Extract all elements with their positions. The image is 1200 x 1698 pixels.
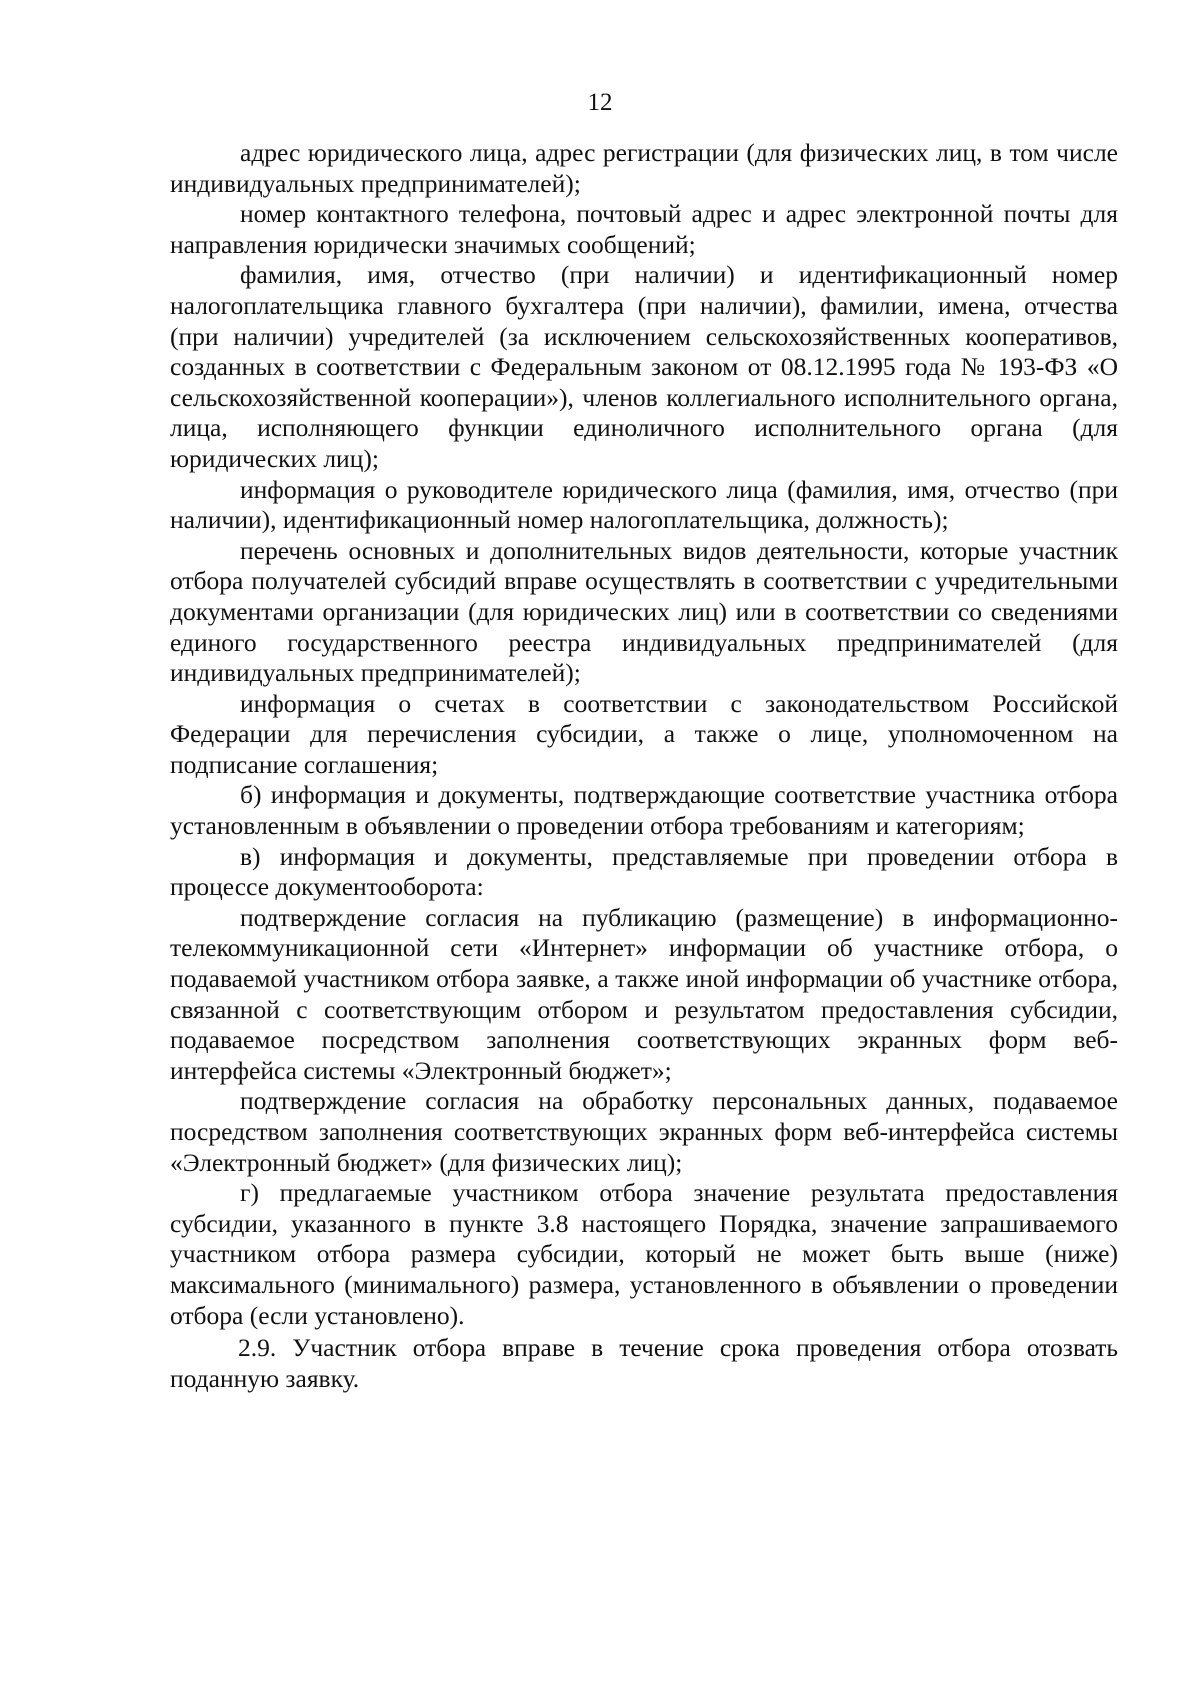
paragraph: подтверждение согласия на обработку персональных данных, подаваемое посредством заполнения соответствующих экранных форм веб-интерфейса системы «Электронный бюджет» (для физических лиц);: [170, 1086, 1118, 1177]
paragraph: адрес юридического лица, адрес регистрации (для физических лиц, в том числе индивидуальных предпринимателей);: [170, 138, 1118, 198]
paragraph: б) информация и документы, подтверждающие соответствие участника отбора установленным в объявлении о проведении отбора требованиям и категориям;: [170, 780, 1118, 841]
paragraph: информация о руководителе юридического лица (фамилия, имя, отчество (при наличии), идентификационный номер налогоплательщика, должность);: [170, 474, 1118, 535]
page-number: 12: [587, 89, 613, 116]
document-body: [170, 138, 1118, 1394]
paragraph: фамилия, имя, отчество (при наличии) и идентификационный номер налогоплательщика главного бухгалтера (при наличии), фамилии, имена, отчества (при наличии) учредителей (за исключением сельскохозяйственных кооперативов, созданных в соответствии с Федеральным законом от 08.12.1995 года № 193-ФЗ «О сельскохозяйственной кооперации»), членов коллегиального исполнительного органа, лица, исполняющего функции единоличного исполнительного органа (для юридических лиц);: [170, 260, 1118, 473]
paragraph: подтверждение согласия на публикацию (размещение) в информационно-телекоммуникационной сети «Интернет» информации об участнике отбора, о подаваемой участником отбора заявке, а также иной информации об участнике отбора, связанной с соответствующим отбором и результатом предоставления субсидии, подаваемое посредством заполнения соответствующих экранных форм веб-интерфейса системы «Электронный бюджет»;: [170, 902, 1118, 1085]
paragraph-section-2-9: 2.9. Участник отбора вправе в течение срока проведения отбора отозвать поданную заявку.: [170, 1333, 1118, 1393]
paragraph: г) предлагаемые участником отбора значение результата предоставления субсидии, указанного в пункте 3.8 настоящего Порядка, значение запрашиваемого участником отбора размера субсидии, который не может быть выше (ниже) максимального (минимального) размера, установленного в объявлении о проведении отбора (если установлено).: [170, 1178, 1118, 1330]
paragraph: в) информация и документы, представляемые при проведении отбора в процессе документооборота:: [170, 841, 1118, 902]
paragraph: перечень основных и дополнительных видов деятельности, которые участник отбора получателей субсидий вправе осуществлять в соответствии с учредительными документами организации (для юридических лиц) или в соответствии со сведениями единого государственного реестра индивидуальных предпринимателей (для индивидуальных предпринимателей);: [170, 535, 1118, 688]
paragraph: номер контактного телефона, почтовый адрес и адрес электронной почты для направления юридически значимых сообщений;: [170, 199, 1118, 259]
paragraph: информация о счетах в соответствии с законодательством Российской Федерации для перечисления субсидии, а также о лице, уполномоченном на подписание соглашения;: [170, 688, 1118, 779]
